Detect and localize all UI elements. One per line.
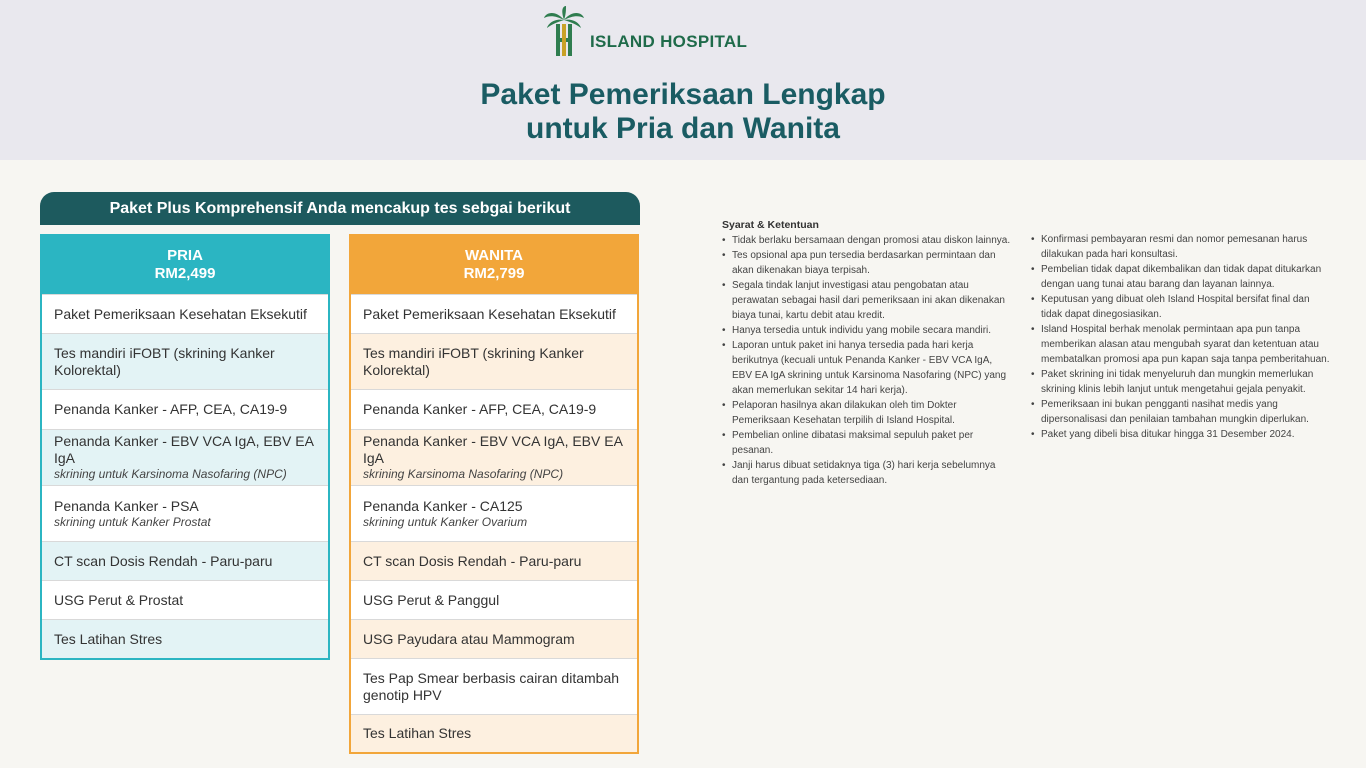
- island-hospital-logo: [542, 4, 747, 58]
- pria-header: [42, 236, 328, 294]
- list-item: [42, 389, 328, 429]
- item-subtitle: skrining untuk Kanker Prostat: [54, 514, 211, 529]
- item-subtitle: skrining Karsinoma Nasofaring (NPC): [363, 467, 564, 481]
- title-line-2: untuk Pria dan Wanita: [526, 112, 840, 145]
- terms-right-column: [1031, 232, 1331, 442]
- brand-name: ISLAND HOSPITAL: [590, 32, 748, 51]
- item-subtitle: skrining untuk Kanker Ovarium: [363, 514, 528, 529]
- list-item: [42, 485, 328, 541]
- wanita-package-column: [349, 234, 639, 754]
- wanita-header: [351, 236, 637, 294]
- list-item: [351, 714, 637, 752]
- list-item: [42, 429, 328, 485]
- terms-item: • Konfirmasi pembayaran resmi dan nomor pemesanan harus dilakukan pada hari konsultasi.: [1031, 232, 1331, 262]
- item-label: Paket Pemeriksaan Kesehatan Eksekutif: [363, 305, 616, 322]
- terms-item: • Keputusan yang dibuat oleh Island Hospital bersifat final dan tidak dapat dinegosiasikan.: [1031, 292, 1331, 322]
- list-item: [42, 294, 328, 333]
- terms-item: • Pembelian online dibatasi maksimal sepuluh paket per pesanan.: [722, 428, 1012, 458]
- item-label: Tes Pap Smear berbasis cairan ditambah genotip HPV: [363, 669, 620, 703]
- page-title: [0, 78, 1366, 146]
- item-label: CT scan Dosis Rendah - Paru-paru: [54, 552, 273, 569]
- list-item: [42, 333, 328, 389]
- item-label: Tes mandiri iFOBT (skrining Kanker Kolorektal): [54, 344, 275, 378]
- item-label: Penanda Kanker - EBV VCA IgA, EBV EA IgA: [363, 433, 623, 466]
- item-label: Tes Latihan Stres: [363, 725, 472, 741]
- list-item: [42, 619, 328, 658]
- list-item: [351, 658, 637, 714]
- list-item: [351, 580, 637, 619]
- item-label: Paket Pemeriksaan Kesehatan Eksekutif: [54, 305, 307, 322]
- terms-item: • Laporan untuk paket ini hanya tersedia pada hari kerja berikutnya (kecuali untuk Penanda Kanker - EBV VCA IgA, EBV EA IgA skrining untuk Karsinoma Nasofaring (NPC) yang akan memerlukan sekitar 14 hari kerja).: [722, 338, 1012, 398]
- terms-item: • Pelaporan hasilnya akan dilakukan oleh tim Dokter Pemeriksaan Kesehatan terpilih di Island Hospital.: [722, 398, 1012, 428]
- terms-item: • Paket skrining ini tidak menyeluruh dan mungkin memerlukan skrining klinis lebih lanjut untuk mengetahui gejala penyakit.: [1031, 367, 1331, 397]
- item-label: Penanda Kanker - CA125: [363, 497, 523, 514]
- terms-title: Syarat & Ketentuan: [722, 219, 819, 231]
- item-label: USG Perut & Panggul: [363, 591, 500, 608]
- item-label: Penanda Kanker - AFP, CEA, CA19-9: [54, 401, 288, 417]
- item-subtitle: skrining untuk Karsinoma Nasofaring (NPC): [54, 467, 287, 481]
- terms-item: • Tes opsional apa pun tersedia berdasarkan permintaan dan akan dikenakan biaya terpisah.: [722, 248, 1012, 278]
- package-header: Paket Plus Komprehensif Anda mencakup tes sebgai berikut: [40, 192, 640, 225]
- list-item: [351, 294, 637, 333]
- title-line-1: Paket Pemeriksaan Lengkap: [480, 78, 886, 111]
- list-item: [42, 580, 328, 619]
- list-item: [351, 389, 637, 429]
- item-label: Penanda Kanker - EBV VCA IgA, EBV EA IgA: [54, 433, 314, 466]
- terms-item: • Paket yang dibeli bisa ditukar hingga 31 Desember 2024.: [1031, 427, 1331, 442]
- list-item: [42, 541, 328, 580]
- terms-left-column: [722, 218, 1012, 488]
- wanita-title: WANITA: [464, 247, 524, 264]
- item-label: CT scan Dosis Rendah - Paru-paru: [363, 552, 582, 569]
- pria-title: PRIA: [167, 247, 203, 264]
- item-label: Penanda Kanker - AFP, CEA, CA19-9: [363, 401, 597, 417]
- item-label: Tes mandiri iFOBT (skrining Kanker Kolorektal): [363, 344, 584, 378]
- terms-item: • Hanya tersedia untuk individu yang mobile secara mandiri.: [722, 323, 1012, 338]
- pria-price: RM2,499: [154, 265, 216, 282]
- list-item: [351, 485, 637, 541]
- wanita-price: RM2,799: [463, 265, 525, 282]
- terms-item: • Janji harus dibuat setidaknya tiga (3) hari kerja sebelumnya dan tergantung pada ketersediaan.: [722, 458, 1012, 488]
- palm-tree-icon: [542, 6, 586, 58]
- list-item: [351, 541, 637, 580]
- terms-item: • Pembelian tidak dapat dikembalikan dan tidak dapat ditukarkan dengan uang tunai atau barang dan layanan lainnya.: [1031, 262, 1331, 292]
- item-label: USG Payudara atau Mammogram: [363, 630, 575, 647]
- terms-item: • Pemeriksaan ini bukan pengganti nasihat medis yang dipersonalisasi dan penilaian tambahan mungkin diperlukan.: [1031, 397, 1331, 427]
- list-item: [351, 333, 637, 389]
- terms-item: • Tidak berlaku bersamaan dengan promosi atau diskon lainnya.: [722, 233, 1012, 248]
- item-label: Penanda Kanker - PSA: [54, 497, 199, 514]
- terms-item: • Island Hospital berhak menolak permintaan apa pun tanpa memberikan alasan atau mengubah syarat dan ketentuan atau membatalkan promosi apa pun kapan saja tanpa pemberitahuan.: [1031, 322, 1331, 367]
- terms-item: • Segala tindak lanjut investigasi atau pengobatan atau perawatan sebagai hasil dari pemeriksaan ini akan dikenakan biaya tunai, kartu debit atau kredit.: [722, 278, 1012, 323]
- item-label: Tes Latihan Stres: [54, 630, 163, 647]
- list-item: [351, 619, 637, 658]
- item-label: USG Perut & Prostat: [54, 591, 184, 608]
- pria-package-column: [40, 234, 330, 660]
- list-item: [351, 429, 637, 485]
